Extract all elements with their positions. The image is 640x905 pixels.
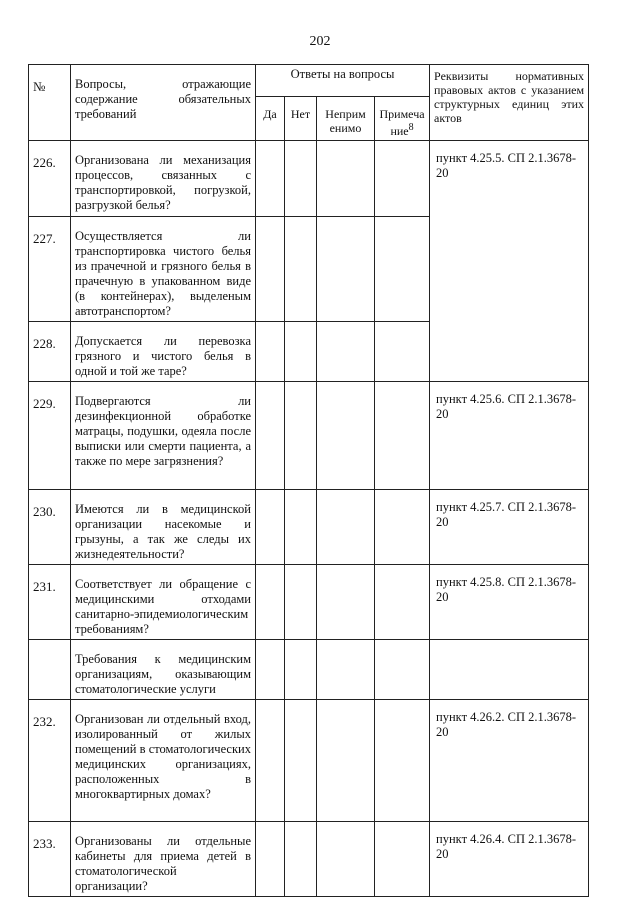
row-reference: пункт 4.25.8. СП 2.1.3678-20	[430, 565, 589, 640]
answer-yes-cell[interactable]	[256, 322, 285, 382]
section-title: Требования к медицинским организациям, оказывающим стоматологические услуги	[71, 640, 256, 700]
answer-note-cell[interactable]	[375, 700, 430, 822]
row-number: 231.	[29, 565, 71, 640]
requirements-table	[28, 64, 589, 897]
answer-no-cell[interactable]	[285, 322, 317, 382]
answer-no-cell[interactable]	[285, 490, 317, 565]
answer-note-cell	[375, 640, 430, 700]
row-reference: пункт 4.25.5. СП 2.1.3678-20	[430, 141, 589, 382]
table-row	[29, 490, 589, 565]
answer-note-cell[interactable]	[375, 322, 430, 382]
answer-no-cell[interactable]	[285, 822, 317, 897]
answer-not-applicable-cell[interactable]	[317, 822, 375, 897]
header-not-applicable: Неприм енимо	[317, 97, 375, 141]
row-question: Подвергаются ли дезинфекционной обработке матрацы, подушки, одеяла после выписки или смерти пациента, а также по мере загрязнения?	[71, 382, 256, 490]
row-reference: пункт 4.25.6. СП 2.1.3678-20	[430, 382, 589, 490]
answer-no-cell[interactable]	[285, 382, 317, 490]
answer-yes-cell[interactable]	[256, 490, 285, 565]
answer-yes-cell[interactable]	[256, 141, 285, 217]
row-number: 230.	[29, 490, 71, 565]
answer-note-cell[interactable]	[375, 382, 430, 490]
header-note-text: Примеча ние	[379, 107, 425, 138]
row-number: 232.	[29, 700, 71, 822]
answer-note-cell[interactable]	[375, 141, 430, 217]
answer-yes-cell[interactable]	[256, 565, 285, 640]
row-question: Организованы ли отдельные кабинеты для приема детей в стоматологической организации?	[71, 822, 256, 897]
header-requisites: Реквизиты нормативных правовых актов с указанием структурных единиц этих актов	[430, 65, 589, 141]
table-row	[29, 700, 589, 822]
answer-yes-cell[interactable]	[256, 700, 285, 822]
row-number: 226.	[29, 141, 71, 217]
row-reference	[430, 640, 589, 700]
header-answers: Ответы на вопросы	[256, 65, 430, 97]
table-row	[29, 565, 589, 640]
row-number: 233.	[29, 822, 71, 897]
answer-no-cell[interactable]	[285, 141, 317, 217]
header-number: №	[29, 65, 71, 141]
answer-not-applicable-cell	[317, 640, 375, 700]
answer-not-applicable-cell[interactable]	[317, 565, 375, 640]
table-row	[29, 822, 589, 897]
answer-not-applicable-cell[interactable]	[317, 700, 375, 822]
row-number	[29, 640, 71, 700]
section-row	[29, 640, 589, 700]
header-yes: Да	[256, 97, 285, 141]
row-number: 229.	[29, 382, 71, 490]
answer-not-applicable-cell[interactable]	[317, 217, 375, 322]
answer-yes-cell[interactable]	[256, 382, 285, 490]
row-question: Допускается ли перевозка грязного и чистого белья в одной и той же таре?	[71, 322, 256, 382]
answer-not-applicable-cell[interactable]	[317, 322, 375, 382]
answer-note-cell[interactable]	[375, 822, 430, 897]
header-no: Нет	[285, 97, 317, 141]
header-questions: Вопросы, отражающие содержание обязательных требований	[71, 65, 256, 141]
row-question: Соответствует ли обращение с медицинскими отходами санитарно-эпидемиологическим требованиям?	[71, 565, 256, 640]
row-question: Осуществляется ли транспортировка чистого белья из прачечной и грязного белья в прачечную в упакованном виде (в контейнерах), выделеным автотранспортом?	[71, 217, 256, 322]
header-note	[375, 97, 430, 141]
answer-not-applicable-cell[interactable]	[317, 490, 375, 565]
answer-note-cell[interactable]	[375, 490, 430, 565]
row-question: Организована ли механизация процессов, связанных с транспортировкой, погрузкой, разгрузкой белья?	[71, 141, 256, 217]
table-row	[29, 141, 589, 217]
row-reference: пункт 4.26.2. СП 2.1.3678-20	[430, 700, 589, 822]
table-row	[29, 382, 589, 490]
answer-not-applicable-cell[interactable]	[317, 141, 375, 217]
answer-note-cell[interactable]	[375, 565, 430, 640]
answer-yes-cell[interactable]	[256, 217, 285, 322]
answer-no-cell[interactable]	[285, 217, 317, 322]
answer-not-applicable-cell[interactable]	[317, 382, 375, 490]
answer-yes-cell[interactable]	[256, 822, 285, 897]
header-note-footnote: 8	[408, 122, 414, 133]
page-number: 202	[309, 34, 331, 49]
row-reference: пункт 4.26.4. СП 2.1.3678-20	[430, 822, 589, 897]
answer-no-cell	[285, 640, 317, 700]
answer-no-cell[interactable]	[285, 565, 317, 640]
row-reference: пункт 4.25.7. СП 2.1.3678-20	[430, 490, 589, 565]
row-number: 227.	[29, 217, 71, 322]
answer-note-cell[interactable]	[375, 217, 430, 322]
row-question: Имеются ли в медицинской организации насекомые и грызуны, а так же следы их жизнедеятельности?	[71, 490, 256, 565]
row-number: 228.	[29, 322, 71, 382]
answer-no-cell[interactable]	[285, 700, 317, 822]
answer-yes-cell	[256, 640, 285, 700]
row-question: Организован ли отдельный вход, изолированный от жилых помещений в стоматологических медицинских организациях, расположенных в многоквартирных домах?	[71, 700, 256, 822]
